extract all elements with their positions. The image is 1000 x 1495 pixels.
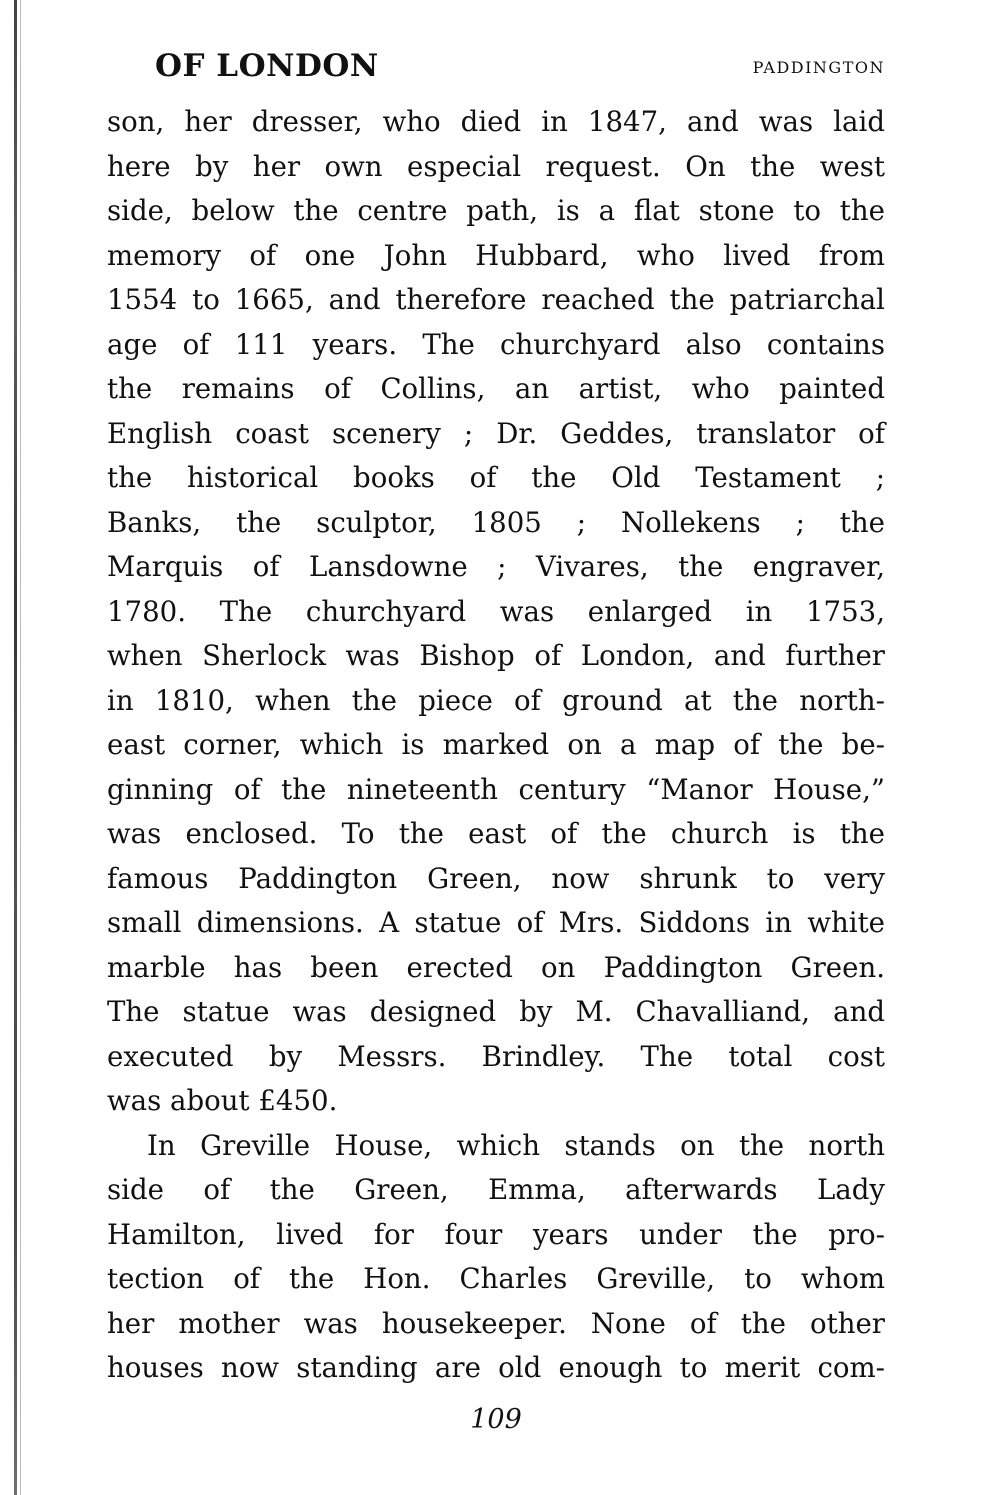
- text-line: In Greville House, which stands on the north: [147, 1128, 885, 1162]
- text-line: east corner, which is marked on a map of the be-: [107, 728, 885, 761]
- paragraph-2: [107, 1124, 885, 1391]
- running-head: [107, 44, 885, 100]
- text-line: small dimensions. A statue of Mrs. Siddons in white: [107, 906, 885, 939]
- paragraph-1: [107, 100, 885, 1124]
- binding-edge: [14, 0, 17, 1495]
- text-line: The statue was designed by M. Chavalliand, and: [107, 995, 885, 1028]
- text-line: tection of the Hon. Charles Greville, to whom: [107, 1262, 885, 1295]
- running-head-section: PADDINGTON: [752, 58, 885, 77]
- text-line: Hamilton, lived for four years under the pro-: [107, 1217, 885, 1251]
- text-line: memory of one John Hubbard, who lived from: [107, 238, 885, 272]
- binding-edge-shadow: [20, 0, 21, 1495]
- running-head-title: OF LONDON: [155, 48, 379, 84]
- text-line: the historical books of the Old Testament ;: [107, 461, 885, 494]
- text-line: ginning of the nineteenth century “Manor House,”: [107, 772, 885, 806]
- text-line: Banks, the sculptor, 1805 ; Nollekens ; the: [107, 505, 885, 539]
- book-page: [107, 44, 885, 1435]
- text-line: marble has been erected on Paddington Green.: [107, 950, 885, 984]
- text-line: English coast scenery ; Dr. Geddes, translator of: [107, 416, 885, 450]
- text-line: side, below the centre path, is a flat stone to the: [107, 194, 885, 227]
- text-line: Marquis of Lansdowne ; Vivares, the engraver,: [107, 550, 885, 583]
- text-line: in 1810, when the piece of ground at the north-: [107, 683, 885, 717]
- text-line: 1780. The churchyard was enlarged in 1753,: [107, 594, 885, 628]
- text-line: when Sherlock was Bishop of London, and further: [107, 639, 885, 672]
- text-line: son, her dresser, who died in 1847, and was laid: [107, 105, 885, 138]
- text-line: side of the Green, Emma, afterwards Lady: [107, 1173, 885, 1206]
- text-line: her mother was housekeeper. None of the other: [107, 1306, 885, 1340]
- text-line: 1554 to 1665, and therefore reached the patriarchal: [107, 283, 885, 316]
- text-line: the remains of Collins, an artist, who painted: [107, 372, 885, 405]
- text-line: famous Paddington Green, now shrunk to very: [107, 861, 885, 895]
- text-line: houses now standing are old enough to merit com-: [107, 1351, 885, 1384]
- text-line: here by her own especial request. On the west: [107, 149, 885, 183]
- text-line: was enclosed. To the east of the church is the: [107, 817, 885, 850]
- text-line: executed by Messrs. Brindley. The total cost: [107, 1039, 885, 1073]
- page-number: 109: [470, 1404, 522, 1435]
- text-line: was about £450.: [107, 1084, 338, 1117]
- text-line: age of 111 years. The churchyard also contains: [107, 327, 885, 361]
